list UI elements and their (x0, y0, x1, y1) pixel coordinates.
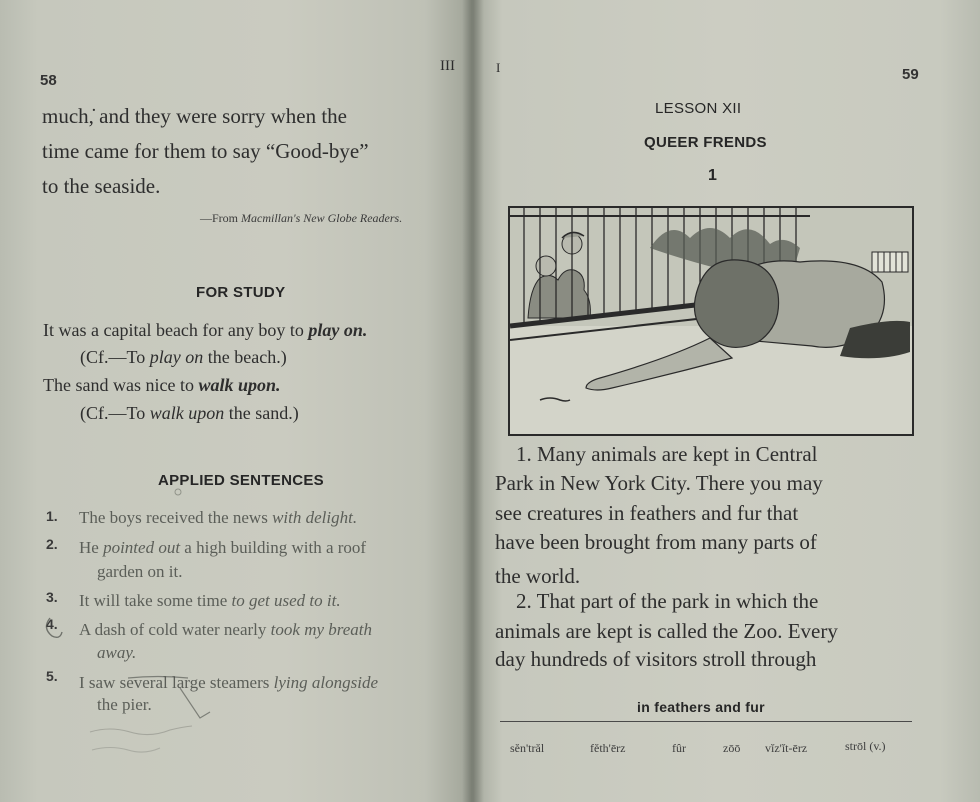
para-line-1: 1. Many animals are kept in Central (516, 442, 818, 466)
footnote-phrase: in feathers and fur (637, 699, 765, 715)
footnote-rule (500, 721, 912, 722)
pronunciation-zoo: zōō (723, 741, 741, 755)
for-study-heading: FOR STUDY (196, 284, 286, 301)
item-number-2: 2. (46, 536, 58, 552)
para-line-7: animals are kept is called the Zoo. Every (495, 619, 838, 643)
para-line-4: have been brought from many parts of (495, 530, 817, 554)
pencil-markings (30, 480, 290, 780)
applied-item-5: I saw several large steamers lying alongside (79, 673, 378, 692)
item-number-1: 1. (46, 508, 58, 524)
item-number-4: 4. (46, 616, 58, 632)
study-line-3: The sand was nice to walk upon. (43, 375, 281, 395)
left-page-number: 58 (40, 72, 57, 89)
intro-line-2: time came for them to say “Good-bye” (42, 139, 369, 163)
pronunciation-central: sĕn'trăl (510, 741, 545, 755)
lesson-heading: LESSON XII (655, 100, 742, 117)
pronunciation-visitors: vĭz'ĭt-ērz (765, 741, 808, 755)
source-credit: —From Macmillan's New Globe Readers. (200, 211, 403, 225)
left-corner-mark: III (440, 58, 455, 74)
pronunciation-feathers: fĕth'ērz (590, 741, 626, 755)
para-line-8: day hundreds of visitors stroll through (495, 647, 817, 671)
item-number-3: 3. (46, 589, 58, 605)
intro-line-1: much,̇ and they were sorry when the (42, 104, 347, 128)
applied-item-4: A dash of cold water nearly took my breath (79, 620, 373, 639)
para-line-6: 2. That part of the park in which the (516, 589, 819, 613)
applied-sentences-heading: APPLIED SENTENCES (158, 472, 324, 489)
right-corner-mark: I (496, 60, 501, 75)
applied-item-1: The boys received the news with delight. (79, 508, 358, 527)
applied-item-5-cont: the pier. (97, 695, 152, 714)
study-line-2: (Cf.—To play on the beach.) (80, 347, 287, 367)
lion-at-zoo-drawing (510, 208, 912, 434)
applied-item-2: He pointed out a high building with a roof (79, 538, 367, 557)
para-line-5: the world. (495, 564, 581, 588)
para-line-3: see creatures in feathers and fur that (495, 501, 799, 525)
pronunciation-stroll: strōl (v.) (845, 739, 886, 753)
study-line-4: (Cf.—To walk upon the sand.) (80, 403, 299, 423)
pronunciation-fur: fûr (672, 741, 686, 755)
lesson-title: QUEER FRENDS (644, 134, 767, 151)
intro-line-3: to the seaside. (42, 174, 161, 198)
book-gutter (462, 0, 484, 802)
applied-item-3: It will take some time to get used to it. (79, 591, 341, 610)
lion-illustration (508, 206, 914, 436)
study-line-1: It was a capital beach for any boy to play on. (43, 320, 368, 340)
applied-item-4-cont: away. (97, 643, 137, 662)
applied-item-2-cont: garden on it. (97, 562, 183, 581)
right-page-number: 59 (902, 66, 919, 83)
para-line-2: Park in New York City. There you may (495, 471, 823, 495)
item-number-5: 5. (46, 668, 58, 684)
section-number: 1 (708, 167, 718, 184)
